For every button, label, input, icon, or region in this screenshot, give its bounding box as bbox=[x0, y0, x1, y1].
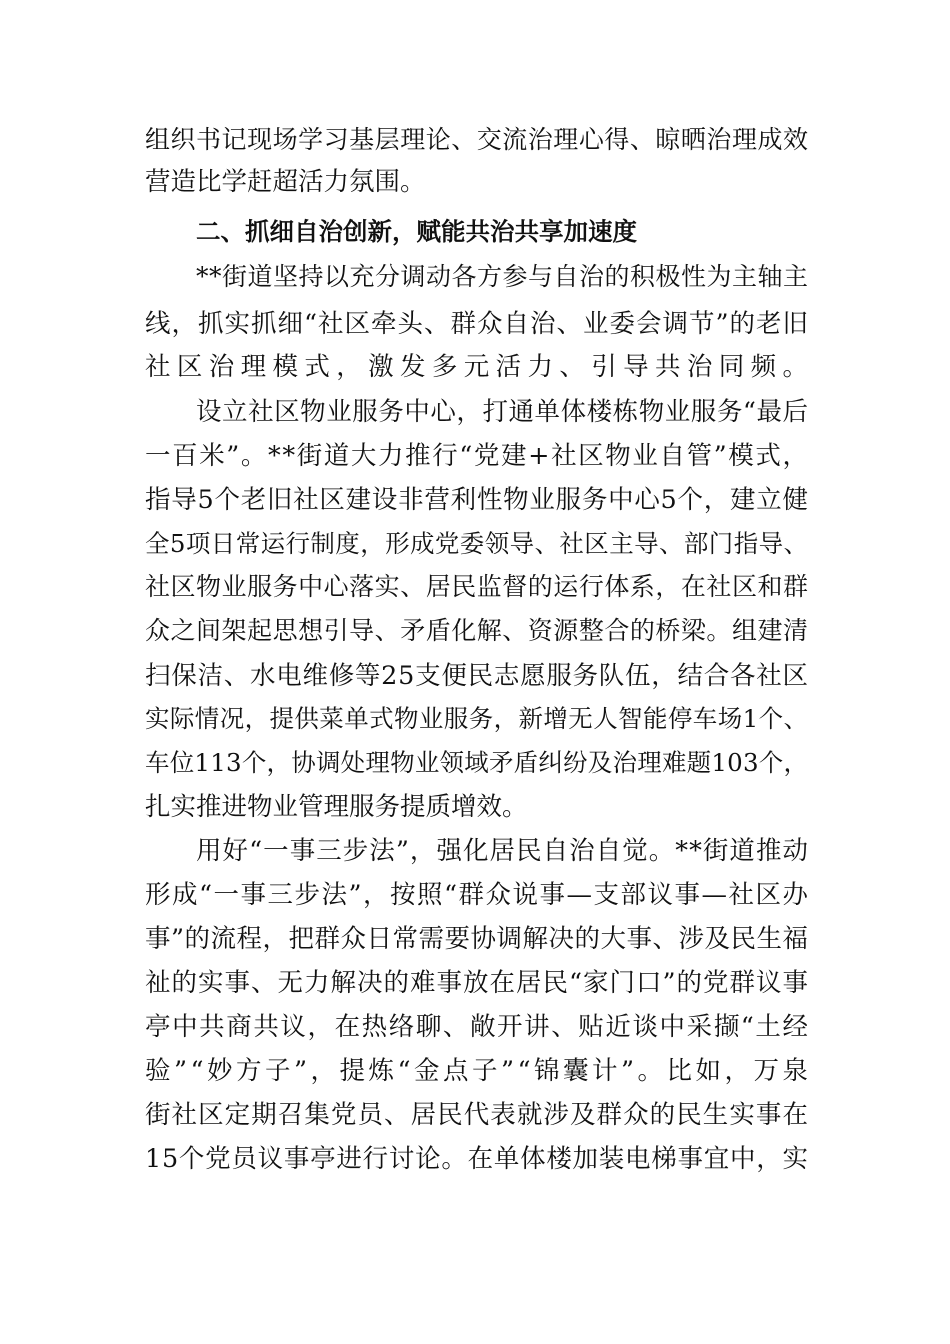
text-line-content: 全5项日常运行制度，形成党委领导、社区主导、部门指导、 bbox=[145, 529, 809, 558]
section-heading bbox=[0, 210, 950, 254]
text-line-content: 设立社区物业服务中心，打通单体楼栋物业服务“最后 bbox=[196, 397, 809, 427]
text-line-content: 一百米”。**街道大力推行“党建+社区物业自管”模式， bbox=[145, 441, 810, 471]
text-line-content: 组织书记现场学习基层理论、交流治理心得、晾晒治理成效 bbox=[145, 125, 809, 154]
text-line bbox=[0, 565, 950, 609]
text-line bbox=[0, 1005, 950, 1049]
text-line bbox=[0, 609, 950, 653]
text-line-content: 祉的实事、无力解决的难事放在居民“家门口”的党群议事 bbox=[145, 968, 809, 998]
text-line-content: 验”“妙方子”，提炼“金点子”“锦囊计”。比如，万泉 bbox=[145, 1056, 812, 1086]
text-line-content: 15个党员议事亭进行讨论。在单体楼加装电梯事宜中，实 bbox=[145, 1144, 809, 1174]
text-line bbox=[0, 873, 950, 917]
text-line bbox=[0, 118, 950, 162]
text-line bbox=[0, 255, 950, 299]
text-line-content: 线，抓实抓细“社区牵头、群众自治、业委会调节”的老旧 bbox=[145, 309, 809, 339]
text-line-content: 众之间架起思想引导、矛盾化解、资源整合的桥梁。组建清 bbox=[145, 616, 809, 645]
text-line-content: 营造比学赶超活力氛围。 bbox=[145, 167, 426, 197]
text-line bbox=[0, 160, 950, 204]
text-line-content: 指导5个老旧社区建设非营利性物业服务中心5个，建立健 bbox=[145, 485, 809, 515]
text-line-content: **街道坚持以充分调动各方参与自治的积极性为主轴主 bbox=[196, 262, 809, 291]
text-line bbox=[0, 522, 950, 566]
text-line bbox=[0, 390, 950, 434]
text-line bbox=[0, 478, 950, 522]
text-line-content: 用好“一事三步法”，强化居民自治自觉。**街道推动 bbox=[196, 836, 810, 866]
text-line bbox=[0, 434, 950, 478]
text-line bbox=[0, 741, 950, 785]
text-line-content: 扫保洁、水电维修等25支便民志愿服务队伍，结合各社区 bbox=[145, 661, 809, 691]
text-line bbox=[0, 345, 950, 389]
text-line bbox=[0, 302, 950, 346]
text-line bbox=[0, 697, 950, 741]
text-line bbox=[0, 961, 950, 1005]
text-line-content: 社区物业服务中心落实、居民监督的运行体系，在社区和群 bbox=[145, 572, 809, 601]
text-line bbox=[0, 917, 950, 961]
text-line bbox=[0, 1093, 950, 1137]
text-line bbox=[0, 654, 950, 698]
text-line-content: 街社区定期召集党员、居民代表就涉及群众的民生实事在 bbox=[145, 1100, 810, 1130]
text-line-content: 扎实推进物业管理服务提质增效。 bbox=[145, 792, 528, 822]
text-line bbox=[0, 1049, 950, 1093]
text-line-content: 形成“一事三步法”，按照“群众说事—支部议事—社区办 bbox=[145, 880, 810, 910]
text-line-content: 亭中共商共议，在热络聊、敞开讲、贴近谈中采撷“土经 bbox=[145, 1012, 810, 1042]
text-line bbox=[0, 1137, 950, 1181]
text-line-content: 实际情况，提供菜单式物业服务，新增无人智能停车场1个、 bbox=[145, 704, 809, 733]
text-line bbox=[0, 785, 950, 829]
section-heading-text: 二、抓细自治创新，赋能共治共享加速度 bbox=[196, 217, 637, 246]
text-line bbox=[0, 829, 950, 873]
text-line-content: 车位113个，协调处理物业领域矛盾纠纷及治理难题103个， bbox=[145, 748, 809, 777]
text-line-content: 事”的流程，把群众日常需要协调解决的大事、涉及民生福 bbox=[145, 924, 809, 954]
text-line-content: 社区治理模式，激发多元活力、引导共治同频。 bbox=[145, 352, 815, 382]
